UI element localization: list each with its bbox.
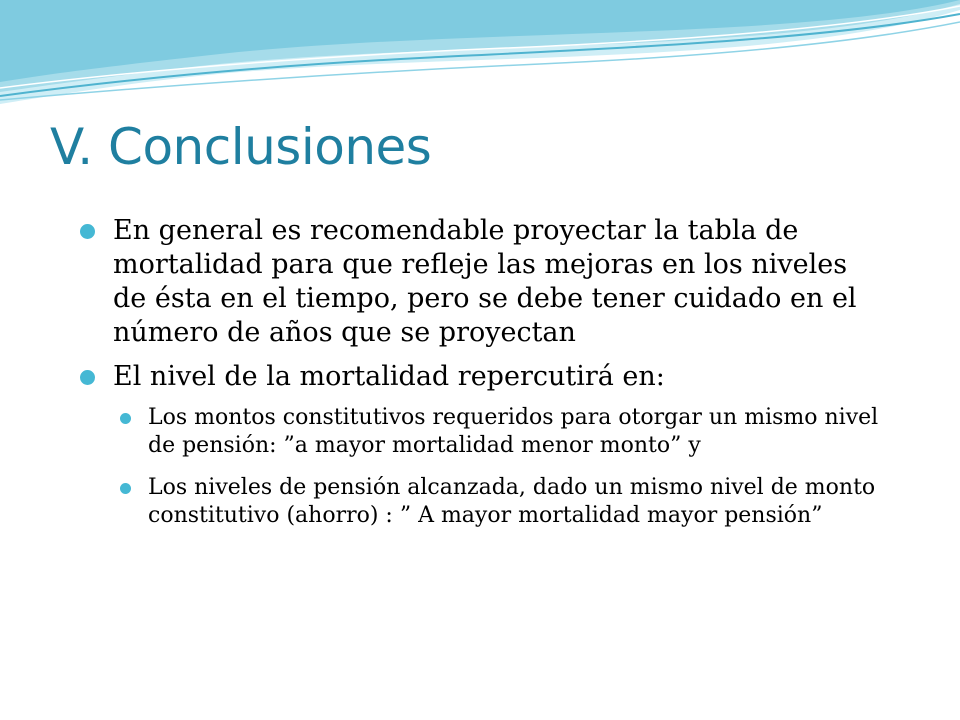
sub-bullet-item	[120, 474, 880, 530]
bullet-text: En general es recomendable proyectar la tabla de mortalidad para que refleje las mejoras en los niveles de ésta en el tiempo, pero se debe tener cuidado en el número de años que se proyectan	[113, 215, 857, 348]
sub-bullet-dot-icon	[120, 483, 131, 494]
sub-bullet-dot-icon	[120, 413, 131, 424]
bullet-text: El nivel de la mortalidad repercutirá en:	[113, 361, 665, 392]
bullet-item	[80, 214, 880, 350]
bullet-item	[80, 360, 880, 394]
sub-bullet-text: Los niveles de pensión alcanzada, dado un mismo nivel de monto constitutivo (ahorro) : ” A mayor mortalidad mayor pensión”	[148, 475, 876, 528]
bullet-dot-icon	[80, 224, 95, 239]
sub-bullet-text: Los montos constitutivos requeridos para otorgar un mismo nivel de pensión: ”a mayor mortalidad menor monto” y	[148, 405, 879, 458]
sub-bullet-list	[120, 404, 880, 530]
slide-content	[80, 214, 880, 544]
decorative-wave-header	[0, 0, 960, 120]
slide-title: V. Conclusiones	[50, 118, 432, 176]
sub-bullet-item	[120, 404, 880, 460]
bullet-dot-icon	[80, 370, 95, 385]
